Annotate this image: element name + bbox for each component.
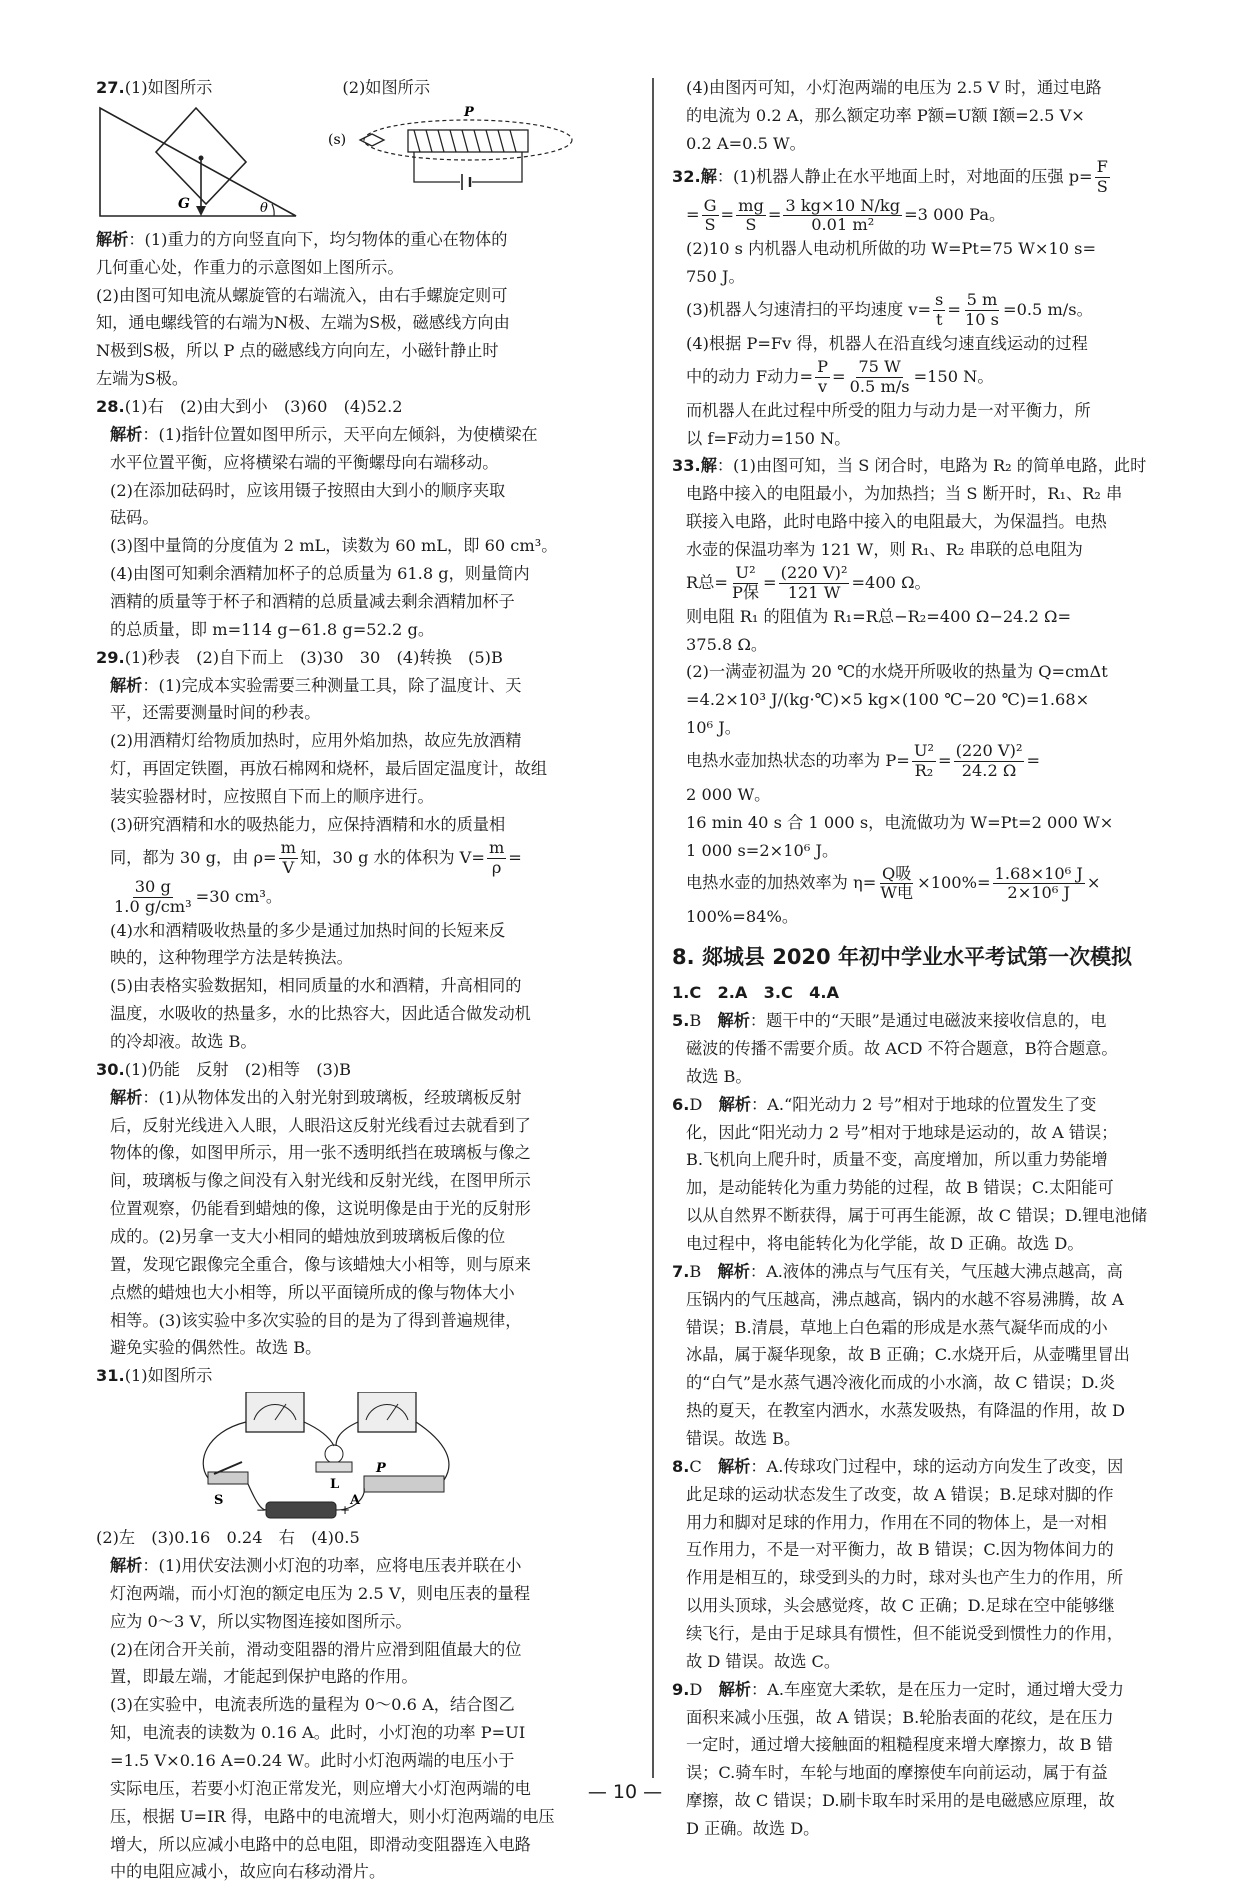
ammeter-icon bbox=[246, 1392, 304, 1432]
q8-line-5: 以用头顶球，头会感觉疼，故 C 正确；D.足球在空中能够继 bbox=[686, 1596, 1115, 1616]
q9-label: 解析 bbox=[718, 1679, 751, 1699]
q33-number: 33. bbox=[672, 456, 701, 476]
q33-b4: 10⁶ J。 bbox=[686, 718, 741, 738]
q31-exp-label: 解析 bbox=[110, 1555, 143, 1575]
section-title: 8. 郯城县 2020 年初中学业水平考试第一次模拟 bbox=[672, 945, 1132, 970]
q5-label: 解析 bbox=[717, 1011, 750, 1031]
q28-line-2: (2)在添加砝码时，应该用镊子按照由大到小的顺序夹取 bbox=[110, 480, 506, 500]
gravity-label: G bbox=[178, 195, 190, 212]
volume-fraction: $\frac{m}{\rho}$ bbox=[488, 838, 505, 877]
q28-line-1: 水平位置平衡，应将横梁右端的平衡螺母向右端移动。 bbox=[110, 452, 499, 472]
q28-line-7: 的总质量，即 m=114 g−61.8 g=52.2 g。 bbox=[110, 619, 435, 639]
q8-line-4: 作用是相互的，球受到头的力时，球对头也产生力的作用，所 bbox=[686, 1568, 1124, 1588]
page-number: — 10 — bbox=[587, 1781, 663, 1803]
q31-line-8: 实际电压，若要小灯泡正常发光，则应增大小灯泡两端的电 bbox=[110, 1778, 531, 1798]
q33 bbox=[672, 452, 1212, 931]
q6-answer: D bbox=[689, 1094, 703, 1114]
bulb-icon bbox=[325, 1445, 343, 1463]
battery-minus-label: − bbox=[256, 1503, 267, 1518]
column-divider bbox=[652, 78, 654, 1778]
q7-line-3: 冰晶，属于凝华现象，故 B 正确；C.水烧开后，从壶嘴里冒出 bbox=[686, 1345, 1130, 1365]
q29-line-a2: (2)用酒精灯给物质加热时，应用外焰加热，故应先放酒精 bbox=[110, 731, 522, 751]
pressure-fraction: $\frac{F}{S}$ bbox=[1096, 157, 1108, 196]
q33-a1: 电路中接入的电阻最小，为加热挡；当 S 断开时，R₁、R₂ 串 bbox=[686, 484, 1123, 504]
q30-line-4: 位置观察，仍能看到蜡烛的像，这说明像是由于光的反射形 bbox=[110, 1199, 531, 1219]
q9-answer: D bbox=[689, 1679, 703, 1699]
terminal-a-label: A bbox=[350, 1493, 361, 1509]
q7-line-5: 热的夏天，在教室内洒水，水蒸发吸热，有降温的作用，故 D bbox=[686, 1401, 1125, 1421]
q31-continued bbox=[672, 74, 1212, 158]
q27-part2: (2)如图所示 bbox=[342, 78, 431, 97]
q33-c1: 1 000 s=2×10⁶ J。 bbox=[686, 840, 839, 860]
q7-label: 解析 bbox=[717, 1261, 750, 1281]
q30-line-8: 相等。(3)该实验中多次实验的目的是为了得到普遍规律， bbox=[110, 1310, 522, 1330]
q9-line-5: D 正确。故选 D。 bbox=[686, 1819, 820, 1839]
q6-line-3: 加，是动能转化为重力势能的过程，故 B 错误；C.太阳能可 bbox=[686, 1178, 1114, 1198]
q30-line-6: 置，发现它跟像完全重合，像与该蜡烛大小相等，则与原来 bbox=[110, 1254, 531, 1274]
q29-formula-2 bbox=[96, 878, 636, 917]
q6-line-2: B.飞机向上爬升时，质量不变，高度增加，所以重力势能增 bbox=[686, 1150, 1108, 1170]
q8-line-6: 续飞行，是由于足球具有惯性，但不能说受到惯性力的作用， bbox=[686, 1624, 1124, 1644]
q5-line-1: 磁波的传播不需要介质。故 ACD 不符合题意，B符合题意。 bbox=[686, 1039, 1118, 1058]
q31-cont-0: (4)由图丙可知，小灯泡两端的电压为 2.5 V 时，通过电路 bbox=[686, 78, 1102, 97]
q31-answer: (2)左 (3)0.16 0.24 右 (4)0.5 bbox=[96, 1528, 360, 1548]
q29-exp-label: 解析 bbox=[110, 675, 143, 695]
q31-cont-1: 的电流为 0.2 A，那么额定功率 P额=U额 I额=2.5 V× bbox=[686, 105, 1085, 125]
q32-force-2: 中的动力 F动力= $\frac{P}{v}$ = $\frac{75 W}{0.5 m/s}$ =150 N。 bbox=[686, 357, 994, 396]
q8-line-7: 故 D 错误。故选 C。 bbox=[686, 1651, 841, 1671]
q9-line-1: 面积来减小压强，故 A 错误；B.轮胎表面的花纹，是在压力 bbox=[686, 1707, 1114, 1727]
answers-1-4: 1.C 2.A 3.C 4.A bbox=[672, 983, 840, 1003]
q8-number: 8. bbox=[672, 1456, 690, 1476]
q7-line-2: 错误；B.清晨，草地上白色霜的形成是水蒸气凝华而成的小 bbox=[686, 1317, 1108, 1337]
q33-heat-tail: 2 000 W。 bbox=[686, 784, 771, 804]
q29-formula bbox=[96, 839, 636, 878]
q29-answer: (1)秒表 (2)自下而上 (3)30 30 (4)转换 (5)B bbox=[124, 647, 503, 667]
q29-line-b0: (4)水和酒精吸收热量的多少是通过加热时间的长短来反 bbox=[110, 920, 506, 940]
q31-number: 31. bbox=[96, 1366, 125, 1386]
incline-figure bbox=[100, 108, 296, 216]
q27 bbox=[96, 74, 636, 393]
q33-eff-tail: 100%=84%。 bbox=[686, 907, 799, 927]
q28-line-3: 砝码。 bbox=[110, 508, 159, 528]
rho-fraction: $\frac{m}{V}$ bbox=[280, 838, 296, 877]
q30-line-5: 成的。(2)另拿一支大小相同的蜡烛放到玻璃板后像的位 bbox=[110, 1226, 506, 1246]
q29-line-a0: ：(1)完成本实验需要三种测量工具，除了温度计、天 bbox=[142, 675, 522, 695]
q6-line-0: ：A.“阳光动力 2 号”相对于地球的位置发生了变 bbox=[750, 1094, 1097, 1114]
q5-line-0: ：题干中的“天眼”是通过电磁波来接收信息的，电 bbox=[749, 1011, 1107, 1031]
q30-line-9: 避免实验的偶然性。故选 B。 bbox=[110, 1338, 322, 1358]
q8-line-1: 此足球的运动状态发生了改变，故 A 错误；B.足球对脚的作 bbox=[686, 1484, 1114, 1504]
q6-line-4: 以从自然界不断获得，属于可再生能源，故 C 错误；D.锂电池储 bbox=[686, 1206, 1148, 1226]
point-p-label: P bbox=[464, 104, 474, 120]
q5-line-2: 故选 B。 bbox=[686, 1066, 752, 1086]
q31-line-4: 置，即最左端，才能起到保护电路的作用。 bbox=[110, 1667, 418, 1687]
q30-line-2: 物体的像，如图甲所示，用一张不透明纸挡在玻璃板与像之 bbox=[110, 1143, 531, 1163]
q28-answer: (1)右 (2)由大到小 (3)60 (4)52.2 bbox=[124, 397, 403, 417]
q31-cont-2: 0.2 A=0.5 W。 bbox=[686, 133, 806, 153]
q29-line-a1: 平，还需要测量时间的秒表。 bbox=[110, 703, 321, 723]
q27-figures bbox=[96, 104, 636, 224]
q32-speed: (3)机器人匀速清扫的平均速度 v= $\frac{s}{t}$ = $\frac{5 m}{10 s}$ =0.5 m/s。 bbox=[686, 291, 1093, 330]
q29-eq: = bbox=[508, 847, 522, 867]
q29-line-a4: 装实验器材时，应按照自下而上的顺序进行。 bbox=[110, 787, 434, 807]
q6-line-1: 化，因此“阳光动力 2 号”相对于地球是运动的，故 A 错误； bbox=[686, 1122, 1118, 1142]
q29-line-b2: (5)由表格实验数据知，相同质量的水和酒精，升高相同的 bbox=[110, 976, 522, 996]
q5-number: 5. bbox=[672, 1011, 690, 1031]
q7-line-0: ：A.液体的沸点与气压有关，气压越大沸点越高，高 bbox=[749, 1261, 1123, 1281]
battery-icon bbox=[266, 1502, 336, 1518]
compass-label: (s) bbox=[328, 131, 347, 148]
q32-force-1: (4)根据 P=Fv 得，机器人在沿直线匀速直线运动的过程 bbox=[686, 333, 1088, 353]
q33-a2: 联接入电路，此时电路中接入的电阻最大，为保温挡。电热 bbox=[686, 512, 1107, 532]
q31-line-9: 压，根据 U=IR 得，电路中的电流增大，则小灯泡两端的电压 bbox=[110, 1806, 555, 1826]
rheostat-icon bbox=[364, 1476, 444, 1492]
q28-line-4: (3)图中量筒的分度值为 2 mL，读数为 60 mL，即 60 cm³。 bbox=[110, 536, 558, 556]
q30 bbox=[96, 1056, 636, 1362]
q30-exp-label: 解析 bbox=[110, 1087, 143, 1107]
q29-line-b1: 映的，这种物理学方法是转换法。 bbox=[110, 948, 353, 968]
q27-line-4: N极到S极，所以 P 点的磁感线方向向左，小磁针静止时 bbox=[96, 341, 499, 361]
q8-answer: C bbox=[689, 1456, 702, 1476]
q9-line-0: ：A.车座宽大柔软，是在压力一定时，通过增大受力 bbox=[750, 1679, 1124, 1699]
q7-line-1: 压锅内的气压越高，沸点越高，锅内的水越不容易沸腾，故 A bbox=[686, 1289, 1124, 1309]
right-column bbox=[672, 74, 1212, 1843]
solenoid-figure bbox=[328, 105, 572, 190]
q32-l1: ：(1)机器人静止在水平地面上时，对地面的压强 p= bbox=[716, 166, 1093, 186]
q33-b3: =4.2×10³ J/(kg·℃)×5 kg×(100 ℃−20 ℃)=1.68× bbox=[686, 690, 1090, 710]
q7-answer: B bbox=[689, 1261, 702, 1281]
q30-number: 30. bbox=[96, 1059, 125, 1079]
q30-line-3: 间，玻璃板与像之间没有入射光线和反射光线，在图甲所示 bbox=[110, 1171, 531, 1191]
q29-line-b3: 温度，水吸收的热量多，水的比热容大，因此适合做发动机 bbox=[110, 1004, 531, 1024]
q33-label: 解 bbox=[700, 456, 717, 476]
theta-label: θ bbox=[260, 200, 268, 216]
q32-work-1: (2)10 s 内机器人电动机所做的功 W=Pt=75 W×10 s= bbox=[686, 239, 1097, 259]
q33-a0: ：(1)由图可知，当 S 闭合时，电路为 R₂ 的简单电路，此时 bbox=[716, 456, 1147, 476]
q9-line-4: 摩擦，故 C 错误；D.刷卡取车时采用的是电磁感应原理，故 bbox=[686, 1791, 1115, 1811]
q8-line-3: 互作用力，不是一对平衡力，故 B 错误；C.因为物体间力的 bbox=[686, 1540, 1114, 1560]
q27-number: 27. bbox=[96, 78, 125, 97]
q31-line-5: (3)在实验中，电流表所选的量程为 0～0.6 A，结合图乙 bbox=[110, 1695, 515, 1715]
q32-label: 解 bbox=[700, 166, 717, 186]
lamp-label: L bbox=[330, 1477, 340, 1493]
section-8 bbox=[672, 939, 1212, 1843]
q27-part1: (1)如图所示 bbox=[124, 78, 213, 97]
slider-label: P bbox=[376, 1461, 386, 1477]
q33-b2: (2)一满壶初温为 20 ℃的水烧开所吸收的热量为 Q=cmΔt bbox=[686, 662, 1108, 682]
q8-label: 解析 bbox=[718, 1456, 751, 1476]
q33-b1: 375.8 Ω。 bbox=[686, 634, 768, 654]
q29 bbox=[96, 644, 636, 1056]
mass-density-fraction: $\frac{30 g}{\text{1.0 g/cm³}}$ bbox=[114, 877, 192, 916]
q31-part1: (1)如图所示 bbox=[124, 1366, 213, 1386]
q31-line-3: (2)在闭合开关前，滑动变阻器的滑片应滑到阻值最大的位 bbox=[110, 1639, 522, 1659]
battery-plus-label: + bbox=[340, 1503, 351, 1518]
q8-line-0: ：A.传球攻门过程中，球的运动方向发生了改变，因 bbox=[750, 1456, 1124, 1476]
q7-line-4: 的“白气”是水蒸气遇冷液化而成的小水滴，故 C 错误；D.炎 bbox=[686, 1373, 1116, 1393]
q29-formula-mid: 知，30 g 水的体积为 V= bbox=[299, 847, 485, 867]
q30-line-1: 后，反射光线进入人眼，人眼沿这反射光线看过去就看到了 bbox=[110, 1115, 531, 1135]
q28-exp-label: 解析 bbox=[110, 424, 143, 444]
q33-b0: 则电阻 R₁ 的阻值为 R₁=R总−R₂=400 Ω−24.2 Ω= bbox=[686, 606, 1072, 626]
q9-line-2: 一定时，通过增大接触面的粗糙程度来增大摩擦力，故 B 错 bbox=[686, 1735, 1113, 1755]
q31-circuit-figure bbox=[96, 1392, 636, 1522]
q28 bbox=[96, 393, 636, 644]
switch-label: S bbox=[214, 1493, 224, 1509]
q32-end-1: 以 f=F动力=150 N。 bbox=[686, 428, 851, 448]
q30-answer: (1)仍能 反射 (2)相等 (3)B bbox=[124, 1059, 352, 1079]
q33-a3: 水壶的保温功率为 121 W，则 R₁、R₂ 串联的总电阻为 bbox=[686, 539, 1083, 559]
q8-line-2: 用力和脚对足球的作用力，作用在不同的物体上，是一对相 bbox=[686, 1512, 1107, 1532]
q28-line-0: ：(1)指针位置如图甲所示，天平向左倾斜，为使横梁在 bbox=[142, 424, 538, 444]
q27-line-1: 几何重心处，作重力的示意图如上图所示。 bbox=[96, 257, 404, 277]
q31-line-2: 应为 0～3 V，所以实物图连接如图所示。 bbox=[110, 1611, 412, 1631]
q9-number: 9. bbox=[672, 1679, 690, 1699]
q32-end-0: 而机器人在此过程中所受的阻力与动力是一对平衡力，所 bbox=[686, 400, 1091, 420]
q29-line-a5: (3)研究酒精和水的吸热能力，应保持酒精和水的质量相 bbox=[110, 814, 506, 834]
q7-line-6: 错误。故选 B。 bbox=[686, 1429, 801, 1449]
q27-line-0: ：(1)重力的方向竖直向下，均匀物体的重心在物体的 bbox=[128, 229, 508, 249]
q32 bbox=[672, 158, 1212, 453]
q28-line-5: (4)由图可知剩余酒精加杯子的总质量为 61.8 g，则量筒内 bbox=[110, 564, 530, 584]
q32-pressure-calc: = $\frac{G}{S}$ = $\frac{mg}{S}$ = $\frac{3 kg\times 10 N/kg}{\text{0.01 m²}}$ =3 000 Pa。 bbox=[686, 196, 1006, 235]
q29-number: 29. bbox=[96, 647, 125, 667]
q29-line-a3: 灯，再固定铁圈，再放石棉网和烧杯，最后固定温度计，故组 bbox=[110, 759, 548, 779]
q28-line-6: 酒精的质量等于杯子和酒精的总质量减去剩余酒精加杯子 bbox=[110, 592, 515, 612]
q33-c0: 16 min 40 s 合 1 000 s，电流做功为 W=Pt=2 000 W× bbox=[686, 812, 1114, 832]
q31-line-11: 中的电阻应减小，故应向右移动滑片。 bbox=[110, 1862, 386, 1882]
q32-work-2: 750 J。 bbox=[686, 267, 745, 287]
q6-line-5: 电过程中，将电能转化为化学能，故 D 正确。故选 D。 bbox=[686, 1234, 1084, 1254]
q27-line-5: 左端为S极。 bbox=[96, 369, 189, 389]
q33-resistance: R总= $\frac{\text{U²}}{\text{P保}}$ = $\frac{\text{(220 V)²}}{121 W}$ =400 Ω。 bbox=[686, 563, 931, 602]
q30-line-7: 点燃的蜡烛也大小相等，所以平面镜所成的像与物体大小 bbox=[110, 1282, 515, 1302]
q31-line-0: ：(1)用伏安法测小灯泡的功率，应将电压表并联在小 bbox=[142, 1555, 522, 1575]
q7-number: 7. bbox=[672, 1261, 690, 1281]
q9-line-3: 误；C.骑车时，车轮与地面的摩擦使车向前运动，属于有益 bbox=[686, 1763, 1108, 1783]
q33-heating-power: 电热水壶加热状态的功率为 P= $\frac{\text{U²}}{\text{R₂}}$ = $\frac{\text{(220 V)²}}{24.2 \Omega}$ = bbox=[686, 741, 1041, 780]
q27-line-2: (2)由图可知电流从螺旋管的右端流入，由右手螺旋定则可 bbox=[96, 285, 508, 305]
q30-line-0: ：(1)从物体发出的入射光射到玻璃板，经玻璃板反射 bbox=[142, 1087, 522, 1107]
q5-answer: B bbox=[689, 1011, 702, 1031]
left-column bbox=[96, 74, 636, 1886]
q28-number: 28. bbox=[96, 397, 125, 417]
q31-line-7: =1.5 V×0.16 A=0.24 W。此时小灯泡两端的电压小于 bbox=[110, 1751, 515, 1770]
q31-line-6: 知，电流表的读数为 0.16 A。此时，小灯泡的功率 P=UI bbox=[110, 1723, 526, 1743]
q6-number: 6. bbox=[672, 1094, 690, 1114]
q27-exp-label: 解析 bbox=[96, 229, 129, 249]
q29-formula-pre: 同，都为 30 g，由 ρ= bbox=[110, 847, 277, 867]
voltmeter-icon bbox=[358, 1392, 416, 1432]
q32-number: 32. bbox=[672, 166, 701, 186]
q6-label: 解析 bbox=[718, 1094, 751, 1114]
q29-formula-tail: =30 cm³。 bbox=[195, 886, 283, 906]
q29-line-b4: 的冷却液。故选 B。 bbox=[110, 1031, 257, 1051]
q31-line-10: 增大，所以应减小电路中的总电阻，即滑动变阻器连入电路 bbox=[110, 1834, 531, 1854]
q33-efficiency: 电热水壶的加热效率为 η= $\frac{\text{Q吸}}{\text{W电}}$ ×100%= $\frac{\text{1.68×10⁶ J}}{\text{2×10⁶ J}}$ × bbox=[686, 864, 1101, 903]
q27-line-3: 知，通电螺线管的右端为N极、左端为S极，磁感线方向由 bbox=[96, 313, 510, 333]
q31-line-1: 灯泡两端，而小灯泡的额定电压为 2.5 V，则电压表的量程 bbox=[110, 1583, 531, 1603]
